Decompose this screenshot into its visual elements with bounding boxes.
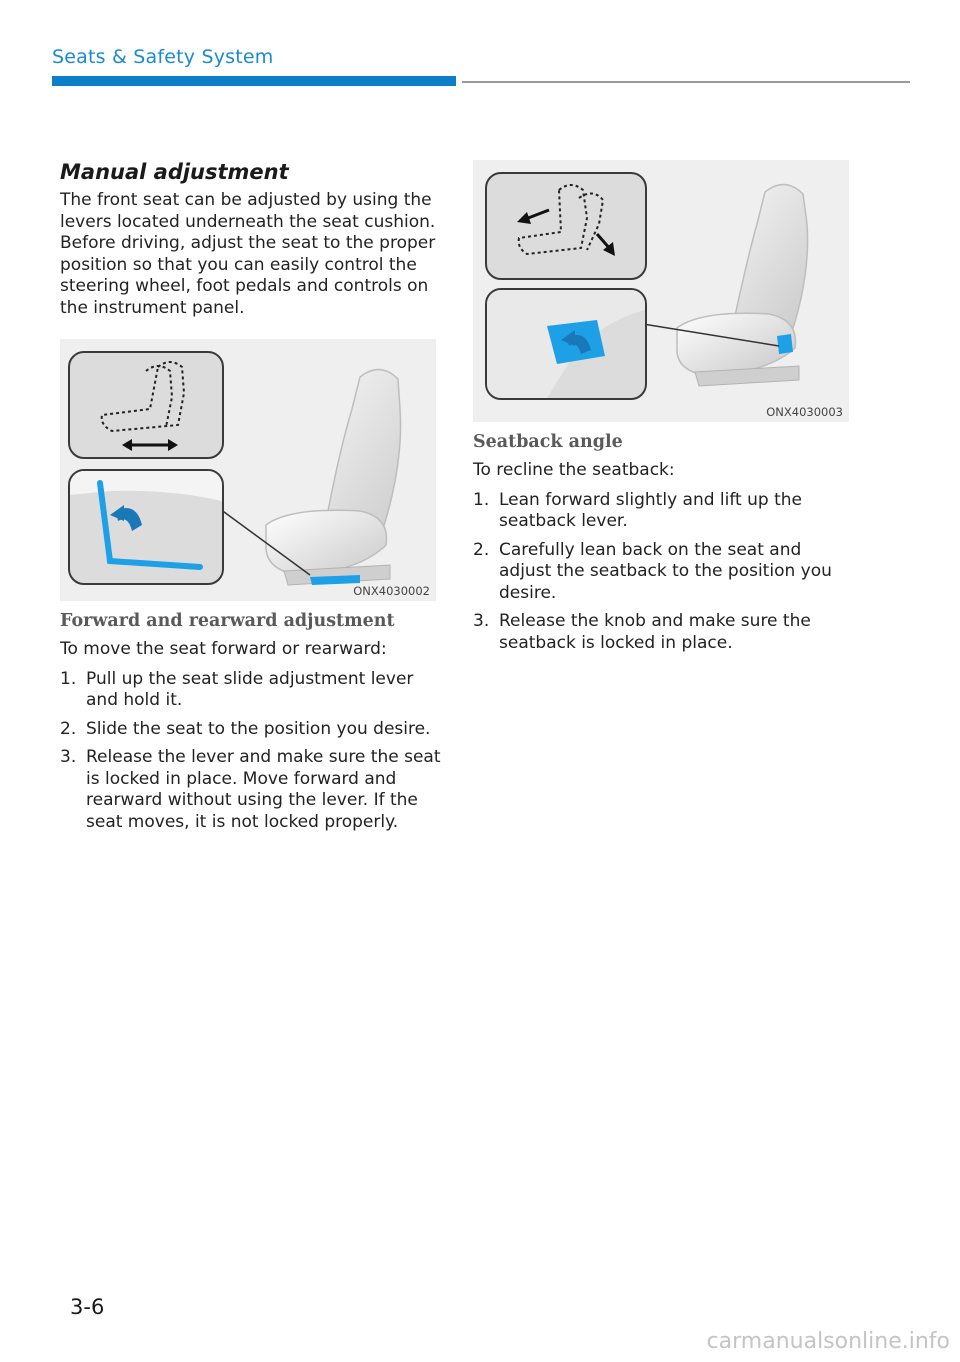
slide-lever-inset (68, 469, 224, 585)
section-title: Manual adjustment (60, 160, 289, 184)
list-item (60, 719, 444, 741)
step-text: Release the lever and make sure the seat is locked in place. Move forward and rearward without using the lever. If the seat moves, it is not locked properly. (86, 747, 441, 832)
step-text: Lean forward slightly and lift up the seatback lever. (499, 489, 802, 531)
figure-code: ONX4030003 (766, 405, 843, 419)
right-column (473, 160, 857, 661)
seatback-figure (473, 160, 849, 422)
header-rule (462, 81, 910, 83)
subsection-title: Seatback angle (473, 432, 623, 452)
slide-direction-inset (68, 351, 224, 459)
intro-paragraph: The front seat can be adjusted by using the levers located underneath the seat cushion. Before driving, adjust the seat to the proper position so that you can easily control the steering wheel, foot pedals and controls on the instrument panel. (60, 190, 436, 318)
step-text: Carefully lean back on the seat and adjust the seatback to the position you desire. (499, 539, 832, 603)
list-item (473, 611, 857, 654)
subsection-intro: To move the seat forward or rearward: (60, 639, 387, 659)
header-title: Seats & Safety System (52, 46, 274, 68)
recline-direction-inset (485, 172, 647, 280)
step-number: 2. (60, 718, 77, 739)
step-number: 3. (473, 611, 490, 631)
step-text: Release the knob and make sure the seatback is locked in place. (499, 611, 811, 653)
seat-slide-figure (60, 339, 436, 601)
list-item (60, 747, 444, 833)
step-number: 1. (473, 489, 490, 510)
list-item (60, 669, 444, 712)
left-column (60, 160, 444, 840)
list-item (473, 490, 857, 533)
steps-list (473, 490, 857, 655)
step-number: 3. (60, 747, 77, 767)
steps-list (60, 669, 444, 834)
recline-lever-inset (485, 288, 647, 400)
page-number: 3-6 (70, 1295, 105, 1319)
subsection-intro: To recline the seatback: (473, 460, 675, 480)
list-item (473, 540, 857, 605)
step-text: Pull up the seat slide adjustment lever and hold it. (86, 668, 414, 710)
step-number: 1. (60, 668, 77, 689)
figure-code: ONX4030002 (353, 584, 430, 598)
subsection-title: Forward and rearward adjustment (60, 611, 395, 631)
watermark: carmanualsonline.info (706, 1329, 950, 1354)
header-bar (52, 76, 456, 86)
step-number: 2. (473, 539, 490, 560)
step-text: Slide the seat to the position you desire. (86, 718, 431, 739)
